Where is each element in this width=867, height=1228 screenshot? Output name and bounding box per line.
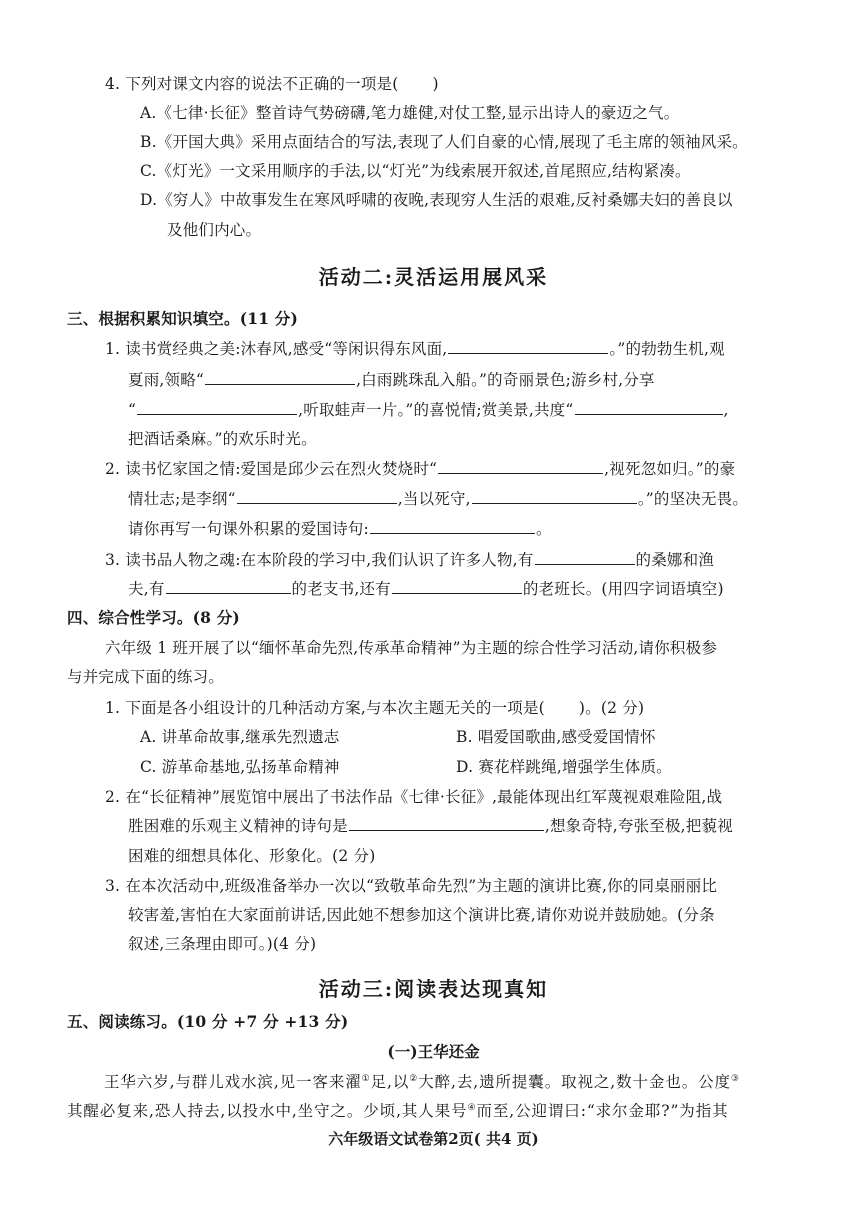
s3-q2-line1: 2. 读书忆家国之情:爱国是邱少云在烈火焚烧时“ ,视死忽如归。”的豪	[105, 460, 736, 478]
passage-line2: 其醒必复来,恐人持去,以投水中,坐守之。少顷,其人果号④而至,公迎谓曰:“求尔金耶?”为指其	[67, 1102, 729, 1121]
answer-blank[interactable]	[575, 399, 723, 415]
s4-q3-line3: 叙述,三条理由即可。)(4 分)	[128, 935, 317, 953]
activity-two-title: 活动二:灵活运用展风采	[318, 265, 549, 289]
answer-blank[interactable]	[237, 488, 397, 504]
answer-blank[interactable]	[137, 399, 297, 415]
answer-blank[interactable]	[472, 488, 637, 504]
s3-q3-line1: 3. 读书品人物之魂:在本阶段的学习中,我们认识了许多人物,有 的桑娜和渔	[105, 551, 715, 569]
q4-option-c: C.《灯光》一文采用顺序的手法,以“灯光”为线索展开叙述,首尾照应,结构紧凑。	[140, 162, 691, 180]
s4-q3-line1: 3. 在本次活动中,班级准备举办一次以“致敬革命先烈”为主题的演讲比赛,你的同桌丽丽比	[105, 877, 718, 895]
s4-q1-option-a: A. 讲革命故事,继承先烈遗志	[140, 728, 340, 746]
s3-q1-line3: “ ,听取蛙声一片。”的喜悦情;赏美景,共度“ ,	[128, 401, 729, 419]
s3-q2-line2: 情壮志;是李纲“ ,当以死守, 。”的坚决无畏。	[128, 490, 749, 508]
s3-q2-line3: 请你再写一句课外积累的爱国诗句: 。	[128, 520, 552, 538]
s4-intro-line1: 六年级 1 班开展了以“缅怀革命先烈,传承革命精神”为主题的综合性学习活动,请你积极参	[105, 639, 718, 657]
section-five-heading: 五、阅读练习。(10 分 +7 分 +13 分)	[67, 1012, 349, 1031]
q4-option-d-cont: 及他们内心。	[167, 221, 262, 239]
answer-blank[interactable]	[370, 518, 535, 534]
answer-blank[interactable]	[349, 815, 544, 831]
answer-blank[interactable]	[392, 578, 522, 594]
q4-option-d: D.《穷人》中故事发生在寒风呼啸的夜晚,表现穷人生活的艰难,反衬桑娜夫妇的善良以	[140, 191, 733, 209]
s4-q2-line2: 胜困难的乐观主义精神的诗句是 ,想象奇特,夸张至极,把藐视	[128, 817, 733, 835]
section-three-heading: 三、根据积累知识填空。(11 分)	[67, 309, 299, 328]
answer-blank[interactable]	[535, 549, 635, 565]
section-four-heading: 四、综合性学习。(8 分)	[67, 608, 240, 627]
s4-q1-option-b: B. 唱爱国歌曲,感受爱国情怀	[456, 728, 656, 746]
page-footer: 六年级语文试卷第2页( 共4 页)	[328, 1130, 539, 1148]
s4-q2-line1: 2. 在“长征精神”展览馆中展出了书法作品《七律·长征》,最能体现出红军蔑视艰难险阻,战	[105, 788, 723, 806]
s4-intro-line2: 与并完成下面的练习。	[67, 668, 225, 686]
passage-line1: 王华六岁,与群儿戏水滨,见一客来濯①足,以②大醉,去,遗所提囊。取视之,数十金也。公度③	[104, 1073, 740, 1092]
answer-blank[interactable]	[448, 338, 608, 354]
s4-q1-option-d: D. 赛花样跳绳,增强学生体质。	[456, 758, 672, 776]
q4-stem: 4. 下列对课文内容的说法不正确的一项是( )	[105, 75, 439, 93]
s4-q1-stem: 1. 下面是各小组设计的几种活动方案,与本次主题无关的一项是( )。(2 分)	[105, 699, 645, 717]
passage-title: (一)王华还金	[387, 1042, 480, 1061]
s3-q1-line4: 把酒话桑麻。”的欢乐时光。	[128, 430, 317, 448]
q4-option-a: A.《七律·长征》整首诗气势磅礴,笔力雄健,对仗工整,显示出诗人的豪迈之气。	[140, 104, 680, 122]
answer-blank[interactable]	[438, 458, 603, 474]
s3-q1-line2: 夏雨,领略“ ,白雨跳珠乱入船。”的奇丽景色;游乡村,分享	[128, 371, 655, 389]
answer-blank[interactable]	[205, 369, 355, 385]
s3-q1-line1: 1. 读书赏经典之美:沐春风,感受“等闲识得东风面, 。”的勃勃生机,观	[105, 340, 725, 358]
answer-blank[interactable]	[166, 578, 291, 594]
s3-q3-line2: 夫,有 的老支书,还有 的老班长。(用四字词语填空)	[128, 580, 724, 598]
q4-option-b: B.《开国大典》采用点面结合的写法,表现了人们自豪的心情,展现了毛主席的领袖风采。	[140, 133, 748, 151]
activity-three-title: 活动三:阅读表达现真知	[318, 977, 549, 1001]
s4-q2-line3: 困难的细想具体化、形象化。(2 分)	[128, 847, 376, 865]
s4-q1-option-c: C. 游革命基地,弘扬革命精神	[140, 758, 340, 776]
s4-q3-line2: 较害羞,害怕在大家面前讲话,因此她不想参加这个演讲比赛,请你劝说并鼓励她。(分条	[128, 906, 715, 924]
